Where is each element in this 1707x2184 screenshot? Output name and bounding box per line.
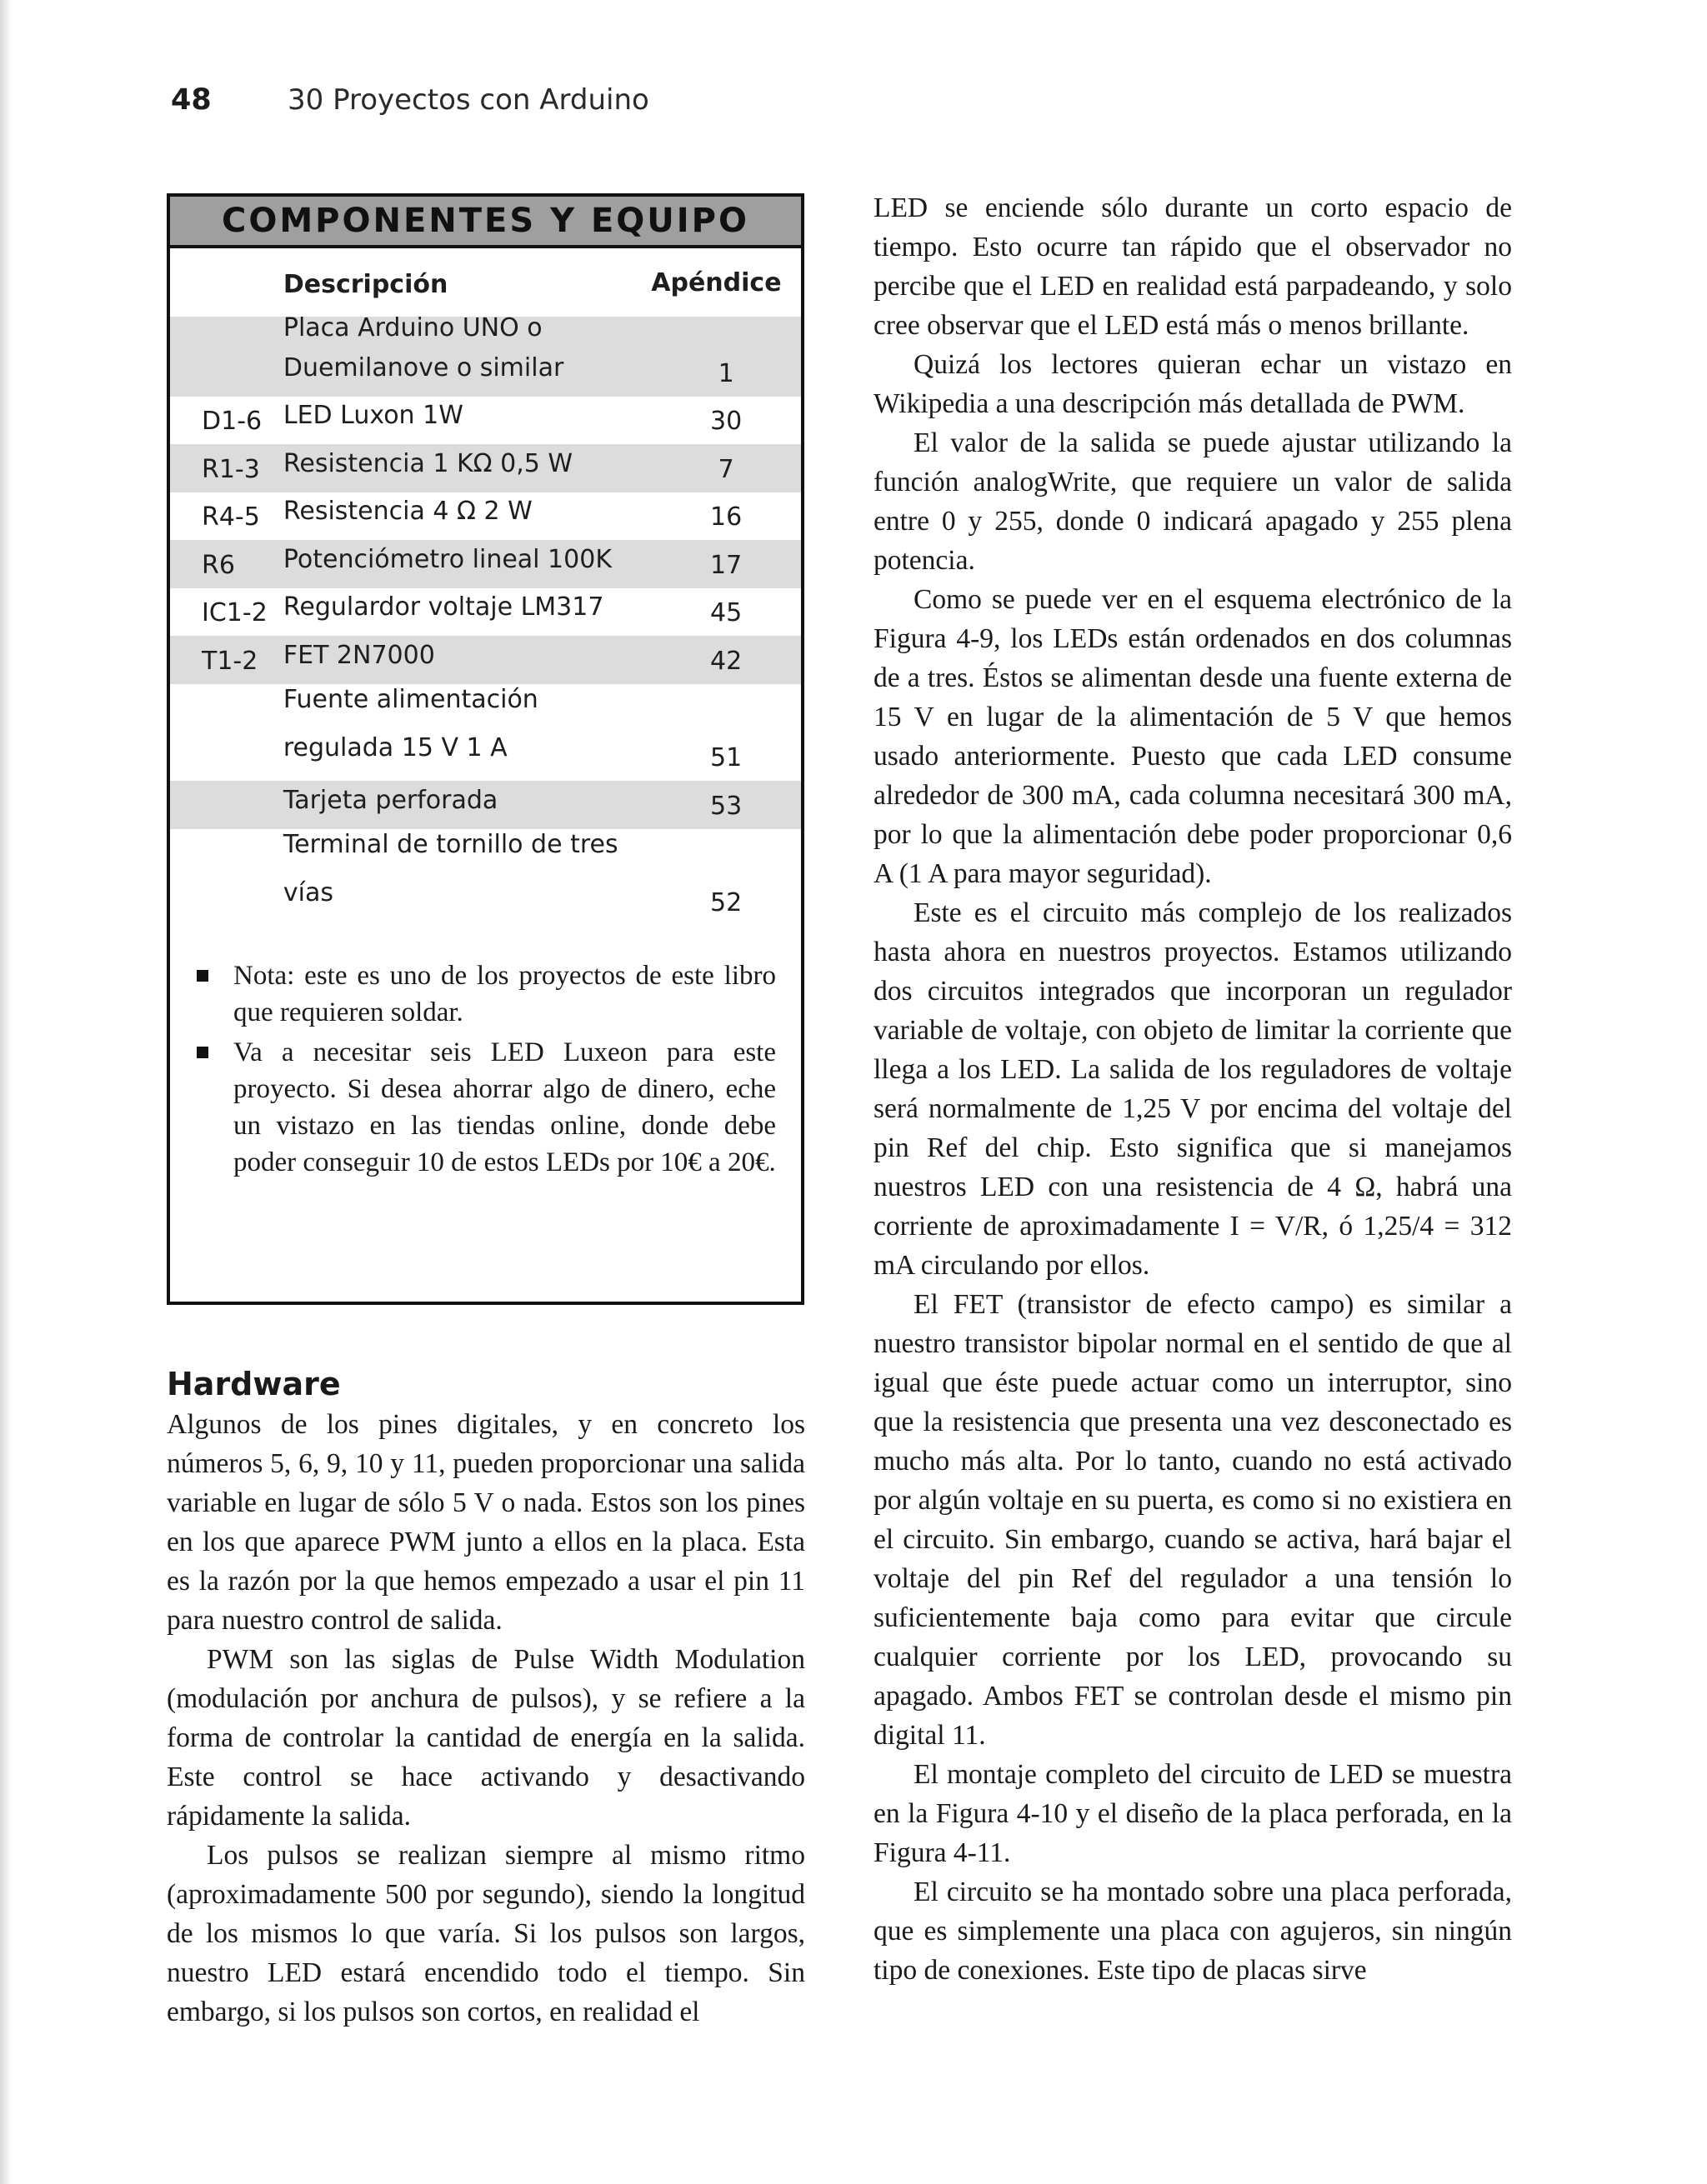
row-id: R1-3 bbox=[202, 455, 260, 484]
row-appendix: 16 bbox=[710, 502, 743, 532]
row-id: T1-2 bbox=[202, 647, 258, 676]
page-edge-shadow bbox=[0, 0, 12, 2184]
paragraph: Este es el circuito más complejo de los realizados hasta ahora en nuestros proyectos. Estamos utilizando dos circuitos integrados que incorporan un regulador variable de voltaje, con objeto de limitar la corriente que llega a los LED. La salida de los reguladores de voltaje será normalmente de 1,25 V por encima del voltaje del pin Ref del chip. Esto significa que si manejamos nuestros LED con una resistencia de 4 Ω, habrá una corriente de aproximadamente I = V/R, ó 1,25/4 = 312 mA circulando por ellos. bbox=[874, 897, 1512, 1281]
header-description: Descripción bbox=[283, 270, 448, 299]
row-id: R6 bbox=[202, 551, 235, 580]
row-description: Potenciómetro lineal 100K bbox=[283, 545, 612, 574]
row-appendix: 7 bbox=[718, 455, 734, 484]
table-row bbox=[170, 588, 801, 636]
running-header-title: 30 Proyectos con Arduino bbox=[288, 83, 649, 117]
row-description: Resistencia 1 KΩ 0,5 W bbox=[283, 449, 573, 478]
paragraph: Los pulsos se realizan siempre al mismo ritmo (aproximadamente 500 por segundo), siendo la longitud de los mismos lo que varía. Si los pulsos son largos, nuestro LED estará encendido todo el tiempo. Sin embargo, si los pulsos son cortos, en realidad el bbox=[167, 1840, 805, 2027]
paragraph: PWM son las siglas de Pulse Width Modulation (modulación por anchura de pulsos), y se refiere a la forma de controlar la cantidad de energía en la salida. Este control se hace activando y desactivando rápidamente la salida. bbox=[167, 1644, 805, 1832]
paragraph: El valor de la salida se puede ajustar utilizando la función analogWrite, que requiere un valor de salida entre 0 y 255, donde 0 indicará apagado y 255 plena potencia. bbox=[874, 427, 1512, 576]
row-id: R4-5 bbox=[202, 502, 260, 532]
list-item bbox=[197, 1034, 776, 1181]
right-text-column bbox=[874, 188, 1512, 1990]
note-text: Va a necesitar seis LED Luxeon para este proyecto. Si desea ahorrar algo de dinero, eche un vistazo en las tiendas online, donde debe poder conseguir 10 de estos LEDs por 10€ a 20€. bbox=[233, 1037, 776, 1177]
table-row bbox=[170, 313, 801, 397]
list-item bbox=[197, 957, 776, 1031]
paragraph: Algunos de los pines digitales, y en concreto los números 5, 6, 9, 10 y 11, pueden proporcionar una salida variable en lugar de sólo 5 V o nada. Estos son los pines en los que aparece PWM junto a ellos en la placa. Esta es la razón por la que hemos empezado a usar el pin 11 para nuestro control de salida. bbox=[167, 1409, 805, 1636]
square-bullet-icon bbox=[197, 970, 208, 982]
paragraph: Como se puede ver en el esquema electrónico de la Figura 4-9, los LEDs están ordenados en dos columnas de a tres. Éstos se alimentan desde una fuente externa de 15 V en lugar de la alimentación de 5 V que hemos usado anteriormente. Puesto que cada LED consume alrededor de 300 mA, cada columna necesitará 300 mA, por lo que la alimentación debe poder proporcionar 0,6 A (1 A para mayor seguridad). bbox=[874, 584, 1512, 889]
header-appendix: Apéndice bbox=[651, 267, 782, 297]
components-box-title: COMPONENTES Y EQUIPO bbox=[170, 197, 801, 248]
row-id: D1-6 bbox=[202, 407, 263, 436]
left-text-column bbox=[167, 1365, 805, 2032]
row-description: LED Luxon 1W bbox=[283, 401, 463, 430]
row-appendix: 53 bbox=[710, 792, 743, 821]
table-row bbox=[170, 397, 801, 444]
components-table bbox=[170, 248, 801, 926]
table-row bbox=[170, 492, 801, 540]
row-id: IC1-2 bbox=[202, 598, 268, 627]
components-box bbox=[167, 193, 804, 1305]
note-text: Nota: este es uno de los proyectos de este libro que requieren soldar. bbox=[233, 961, 776, 1027]
row-appendix: 51 bbox=[710, 743, 743, 772]
square-bullet-icon bbox=[197, 1047, 208, 1058]
row-description: Placa Arduino UNO o Duemilanove o similar bbox=[283, 313, 564, 382]
table-row bbox=[170, 444, 801, 492]
row-appendix: 17 bbox=[710, 551, 743, 580]
components-table-header bbox=[170, 248, 801, 317]
row-description: Resistencia 4 Ω 2 W bbox=[283, 497, 533, 526]
paragraph: El FET (transistor de efecto campo) es similar a nuestro transistor bipolar normal en el sentido de que al igual que éste puede actuar como un interruptor, sino que la resistencia que presenta una vez desconectado es mucho más alta. Por lo tanto, cuando no está activado por algún voltaje en su puerta, es como si no existiera en el circuito. Sin embargo, cuando se activa, hará bajar el voltaje del pin Ref del regulador a una tensión lo suficientemente baja como para evitar que circule cualquier corriente por los LED, provocando su apagado. Ambos FET se controlan desde el mismo pin digital 11. bbox=[874, 1289, 1512, 1751]
paragraph: El circuito se ha montado sobre una placa perforada, que es simplemente una placa con agujeros, sin ningún tipo de conexiones. Este tipo de placas sirve bbox=[874, 1877, 1512, 1986]
row-description: Regulardor voltaje LM317 bbox=[283, 592, 604, 622]
table-row bbox=[170, 684, 801, 781]
paragraph: El montaje completo del circuito de LED se muestra en la Figura 4-10 y el diseño de la placa perforada, en la Figura 4-11. bbox=[874, 1759, 1512, 1868]
table-row bbox=[170, 829, 801, 926]
page-number: 48 bbox=[171, 83, 212, 117]
row-description: Tarjeta perforada bbox=[283, 786, 498, 815]
paragraph: Quizá los lectores quieran echar un vistazo en Wikipedia a una descripción más detallada de PWM. bbox=[874, 349, 1512, 419]
table-row bbox=[170, 540, 801, 588]
notes-list bbox=[170, 957, 801, 1181]
row-appendix: 30 bbox=[710, 407, 743, 436]
row-description: Terminal de tornillo de tres vías bbox=[283, 830, 618, 907]
row-appendix: 52 bbox=[710, 888, 743, 917]
row-description: Fuente alimentación regulada 15 V 1 A bbox=[283, 685, 538, 762]
row-appendix: 1 bbox=[718, 359, 734, 388]
row-appendix: 42 bbox=[710, 647, 743, 676]
row-appendix: 45 bbox=[710, 598, 743, 627]
paragraph: LED se enciende sólo durante un corto espacio de tiempo. Esto ocurre tan rápido que el observador no percibe que el LED en realidad está parpadeando, y solo cree observar que el LED está más o menos brillante. bbox=[874, 192, 1512, 341]
section-heading: Hardware bbox=[167, 1366, 341, 1402]
row-description: FET 2N7000 bbox=[283, 641, 435, 670]
